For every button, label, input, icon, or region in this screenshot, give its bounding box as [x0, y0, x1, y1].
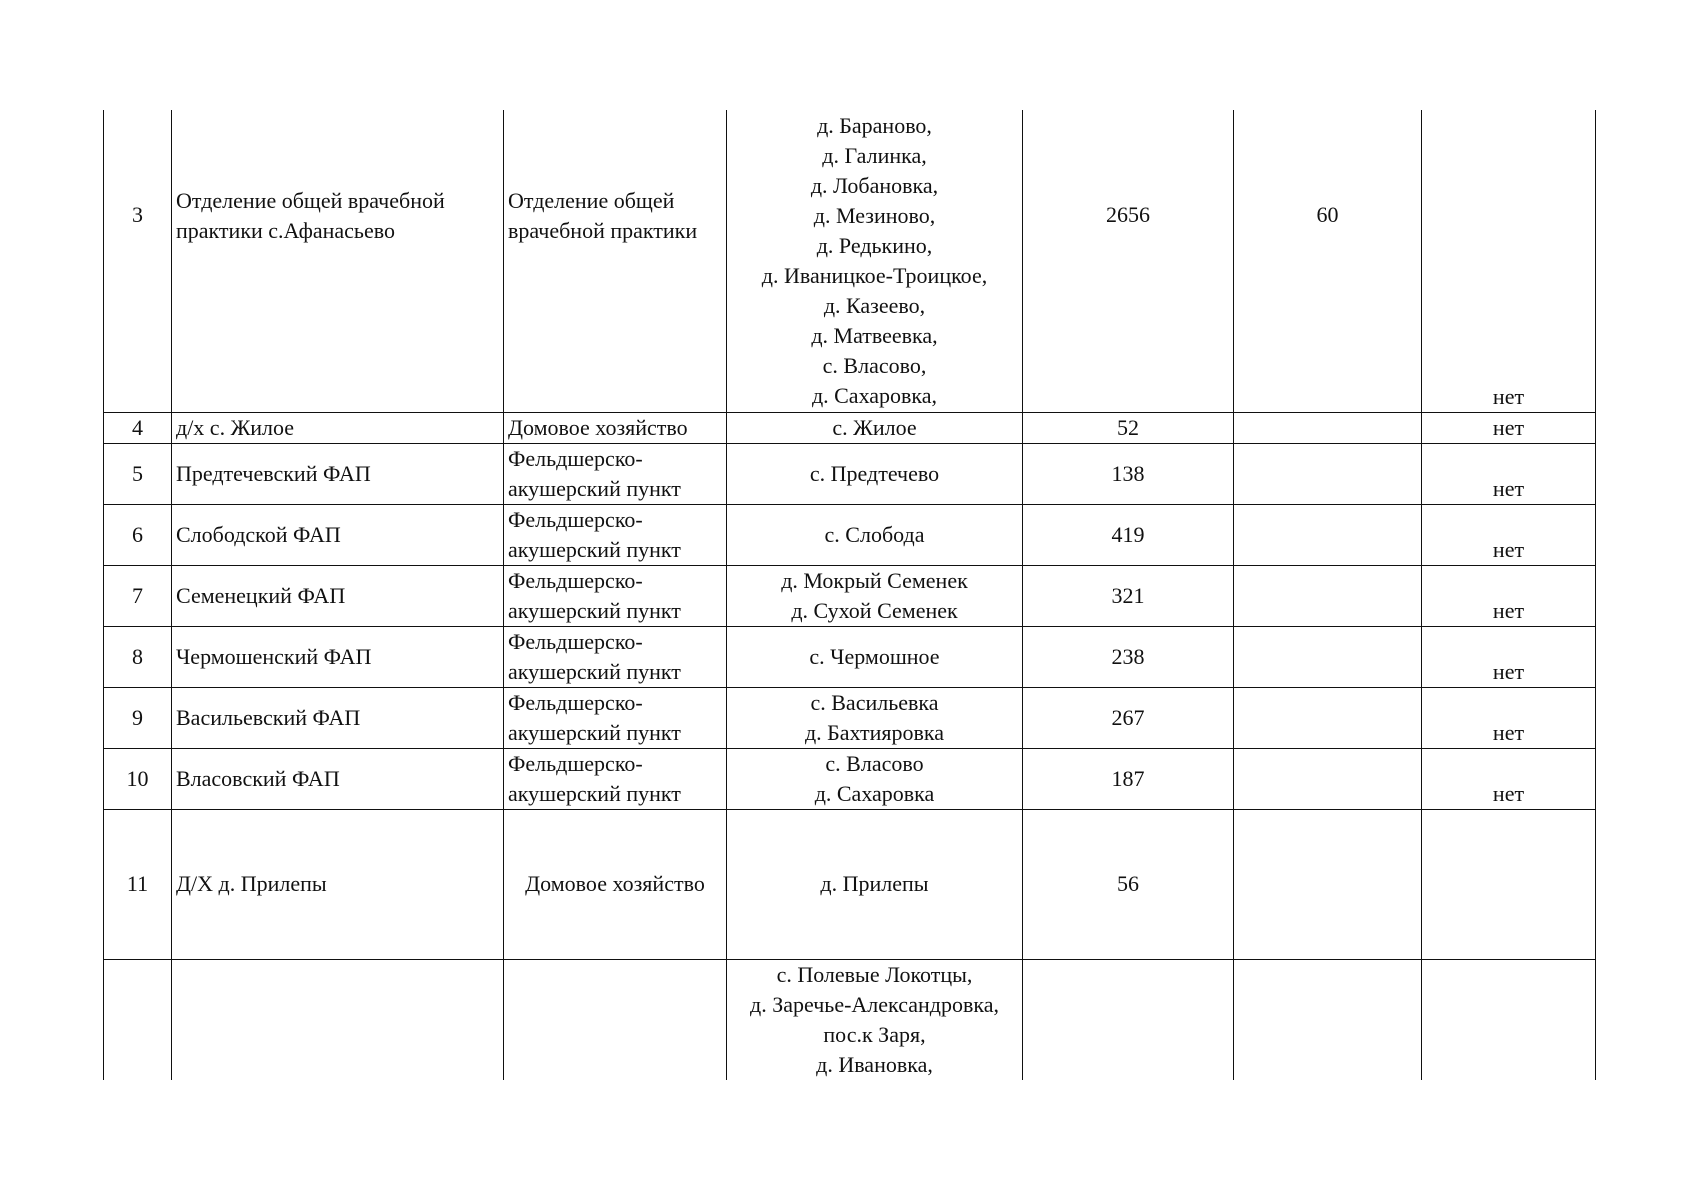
locality: д. Мокрый Семенек	[781, 567, 968, 593]
localities-cell	[727, 809, 1023, 959]
locality: д. Иваницкое-Троицкое,	[761, 262, 988, 288]
facility-name: Власовский ФАП	[172, 748, 504, 809]
localities-cell	[727, 626, 1023, 687]
population-value: 238	[1023, 626, 1234, 687]
population-value: 52	[1023, 412, 1234, 443]
localities-cell	[727, 110, 1023, 412]
extra-value	[1234, 504, 1422, 565]
flag-value	[1422, 809, 1596, 959]
table-row	[104, 687, 1596, 748]
localities-cell	[727, 565, 1023, 626]
flag-value: нет	[1422, 443, 1596, 504]
locality: д. Матвеевка,	[811, 322, 938, 348]
population-value: 187	[1023, 748, 1234, 809]
facility-type: Фельдшерско-акушерский пункт	[504, 687, 727, 748]
localities-cell	[727, 443, 1023, 504]
locality: с. Полевые Локотцы,	[776, 961, 973, 987]
locality-table	[103, 110, 1596, 1080]
extra-value	[1234, 412, 1422, 443]
table-row	[104, 504, 1596, 565]
facility-type: Фельдшерско-акушерский пункт	[504, 626, 727, 687]
population-value: 2656	[1023, 110, 1234, 412]
row-number: 8	[104, 626, 172, 687]
table-row	[104, 412, 1596, 443]
locality: с. Слобода	[824, 521, 925, 547]
facility-type: Фельдшерско-акушерский пункт	[504, 565, 727, 626]
facility-type: Отделение общей врачебной практики	[504, 110, 727, 412]
locality: д. Сахаровка,	[811, 382, 938, 408]
localities-cell	[727, 412, 1023, 443]
facility-name	[172, 959, 504, 1080]
extra-value	[1234, 687, 1422, 748]
facility-type: Домовое хозяйство	[504, 809, 727, 959]
table-row	[104, 959, 1596, 1080]
locality: с. Чермошное	[809, 643, 940, 669]
locality: д. Казеево,	[823, 292, 926, 318]
flag-value: нет	[1422, 687, 1596, 748]
table-row	[104, 565, 1596, 626]
table-row	[104, 748, 1596, 809]
population-value	[1023, 959, 1234, 1080]
facility-name: Предтечевский ФАП	[172, 443, 504, 504]
localities-cell	[727, 504, 1023, 565]
table-row	[104, 110, 1596, 412]
flag-value	[1422, 959, 1596, 1080]
row-number: 11	[104, 809, 172, 959]
locality: д. Редькино,	[816, 232, 933, 258]
locality: д. Бахтияровка	[804, 719, 945, 745]
locality: д. Прилепы	[820, 871, 929, 896]
row-number: 3	[104, 110, 172, 412]
facility-type: Домовое хозяйство	[504, 412, 727, 443]
flag-value: нет	[1422, 565, 1596, 626]
locality: пос.к Заря,	[823, 1021, 926, 1047]
flag-value: нет	[1422, 504, 1596, 565]
population-value: 56	[1023, 809, 1234, 959]
locality: д. Мезиново,	[813, 202, 936, 228]
row-number: 7	[104, 565, 172, 626]
facility-name: Д/Х д. Прилепы	[172, 809, 504, 959]
locality: д. Ивановка,	[816, 1051, 933, 1077]
row-number: 5	[104, 443, 172, 504]
facility-type: Фельдшерско-акушерский пункт	[504, 748, 727, 809]
locality: с. Жилое	[832, 414, 917, 440]
flag-value: нет	[1422, 748, 1596, 809]
locality: с. Власово	[825, 750, 924, 776]
extra-value	[1234, 959, 1422, 1080]
population-value: 138	[1023, 443, 1234, 504]
facility-name: Семенецкий ФАП	[172, 565, 504, 626]
table-row	[104, 443, 1596, 504]
extra-value	[1234, 748, 1422, 809]
locality: д. Галинка,	[822, 142, 927, 168]
flag-value: нет	[1422, 412, 1596, 443]
population-value: 321	[1023, 565, 1234, 626]
row-number	[104, 959, 172, 1080]
locality: д. Заречье-Александровка,	[750, 991, 999, 1017]
row-number: 4	[104, 412, 172, 443]
facility-name: Слободской ФАП	[172, 504, 504, 565]
extra-value	[1234, 809, 1422, 959]
facility-name: Васильевский ФАП	[172, 687, 504, 748]
facility-name: Отделение общей врачебной практики с.Афанасьево	[172, 110, 504, 412]
localities-cell	[727, 687, 1023, 748]
locality: д. Сахаровка	[814, 780, 935, 806]
row-number: 10	[104, 748, 172, 809]
extra-value	[1234, 443, 1422, 504]
localities-cell	[727, 748, 1023, 809]
facility-name: Чермошенский ФАП	[172, 626, 504, 687]
locality: с. Власово,	[822, 352, 927, 378]
row-number: 6	[104, 504, 172, 565]
locality: с. Васильевка	[810, 689, 939, 715]
facility-type: Фельдшерско-акушерский пункт	[504, 443, 727, 504]
population-value: 267	[1023, 687, 1234, 748]
facility-name: д/х с. Жилое	[172, 412, 504, 443]
extra-value	[1234, 626, 1422, 687]
facility-type	[504, 959, 727, 1080]
localities-cell	[727, 959, 1023, 1080]
locality: д. Бараново,	[817, 112, 932, 138]
locality: д. Сухой Семенек	[791, 597, 958, 623]
facility-type: Фельдшерско-акушерский пункт	[504, 504, 727, 565]
locality: с. Предтечево	[809, 460, 940, 486]
extra-value	[1234, 565, 1422, 626]
table-row	[104, 626, 1596, 687]
row-number: 9	[104, 687, 172, 748]
locality: д. Лобановка,	[810, 172, 939, 198]
flag-value: нет	[1422, 110, 1596, 412]
table-row	[104, 809, 1596, 959]
extra-value: 60	[1234, 110, 1422, 412]
flag-value: нет	[1422, 626, 1596, 687]
population-value: 419	[1023, 504, 1234, 565]
